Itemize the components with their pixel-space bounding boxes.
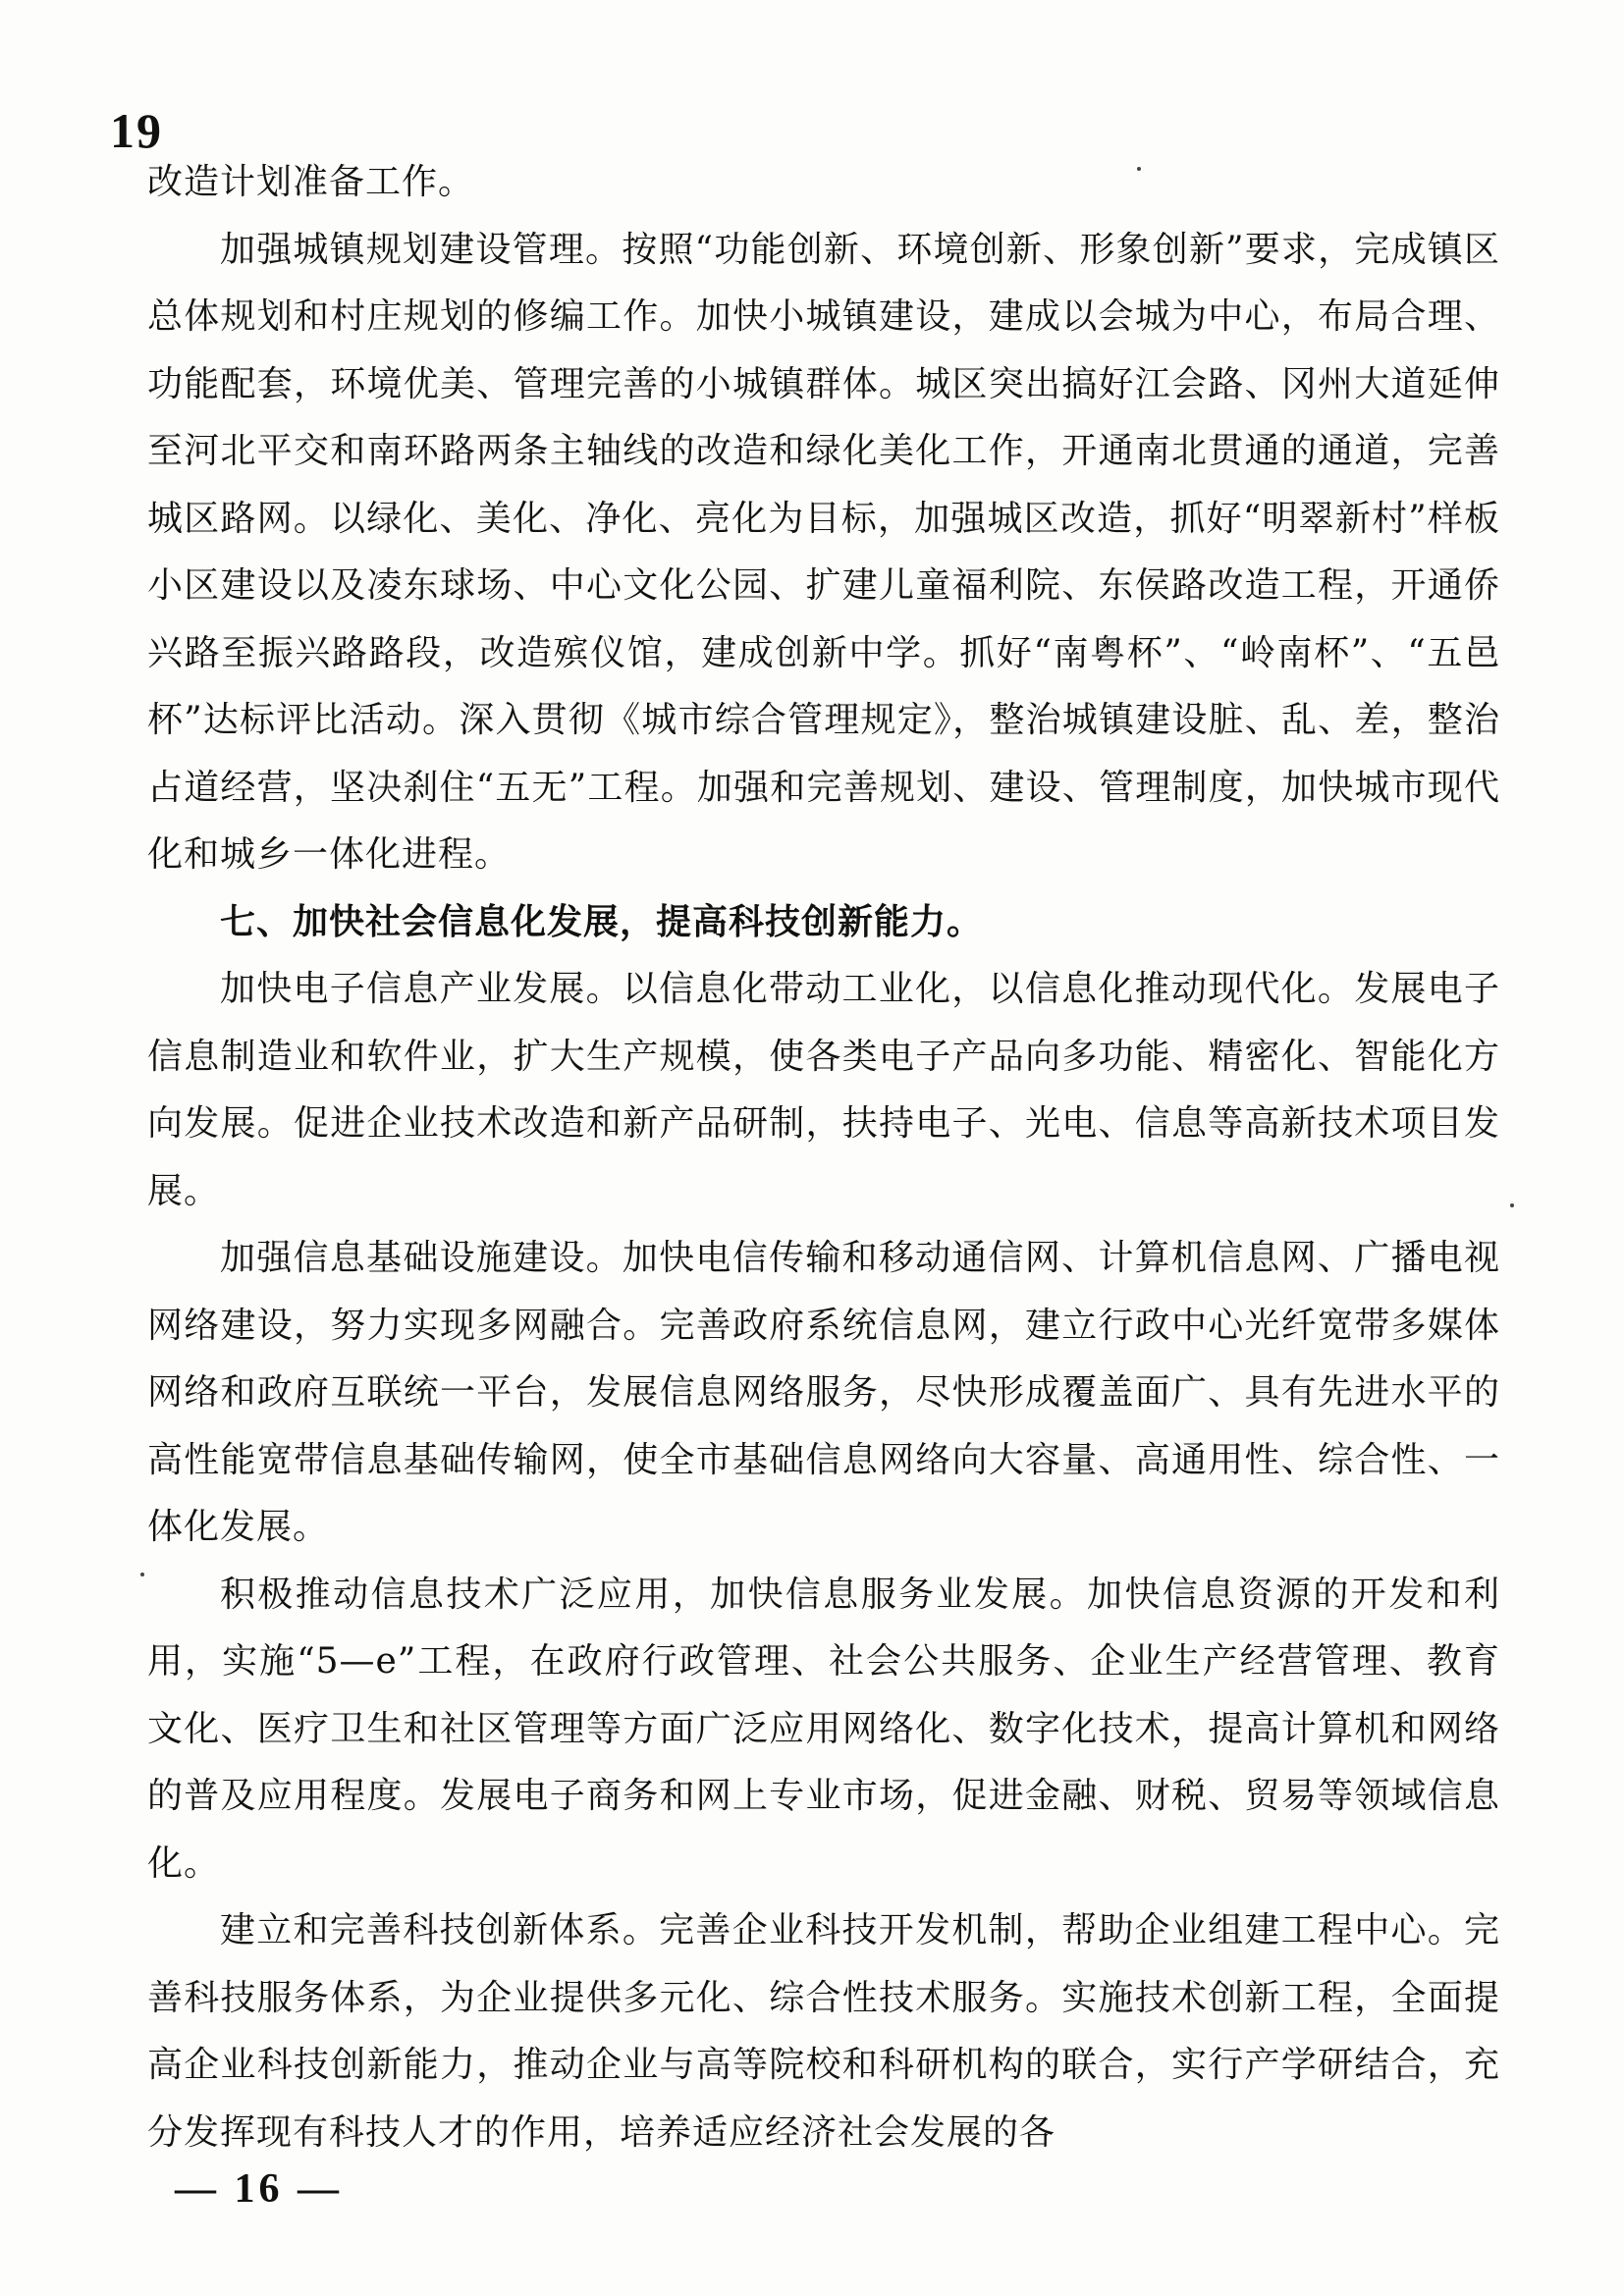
paragraph-info-technology: 积极推动信息技术广泛应用，加快信息服务业发展。加快信息资源的开发和利用，实施“5—e”工程，在政府行政管理、社会公共服务、企业生产经营管理、教育文化、医疗卫生和社区管理等方面广泛应用网络化、数字化技术，提高计算机和网络的普及应用程度。发展电子商务和网上专业市场，促进金融、财税、贸易等领域信息化。 [147,1574,1500,1884]
corner-page-mark: 19 [110,103,163,158]
scan-speck [140,1573,144,1576]
paragraph-electronics-industry: 加快电子信息产业发展。以信息化带动工业化，以信息化推动现代化。发展电子信息制造业和软件业，扩大生产规模，使各类电子产品向多功能、精密化、智能化方向发展。促进企业技术改造和新产品研制，扶持电子、光电、信息等高新技术项目发展。 [147,969,1500,1211]
document-body [147,149,1500,2166]
paragraph-urban-planning: 加强城镇规划建设管理。按照“功能创新、环境创新、形象创新”要求，完成镇区总体规划和村庄规划的修编工作。加快小城镇建设，建成以会城为中心，布局合理、功能配套，环境优美、管理完善的小城镇群体。城区突出搞好江会路、冈州大道延伸至河北平交和南环路两条主轴线的改造和绿化美化工作，开通南北贯通的通道，完善城区路网。以绿化、美化、净化、亮化为目标，加强城区改造，抓好“明翠新村”样板小区建设以及凌东球场、中心文化公园、扩建儿童福利院、东侯路改造工程，开通侨兴路至振兴路路段，改造殡仪馆，建成创新中学。抓好“南粤杯”、“岭南杯”、“五邑杯”达标评比活动。深入贯彻《城市综合管理规定》，整治城镇建设脏、乱、差，整治占道经营，坚决刹住“五无”工程。加强和完善规划、建设、管理制度，加快城市现代化和城乡一体化进程。 [147,229,1500,875]
scan-speck [1510,1203,1514,1207]
paragraph-info-infrastructure: 加强信息基础设施建设。加快电信传输和移动通信网、计算机信息网、广播电视网络建设，努力实现多网融合。完善政府系统信息网，建立行政中心光纤宽带多媒体网络和政府互联统一平台，发展信息网络服务，尽快形成覆盖面广、具有先进水平的高性能宽带信息基础传输网，使全市基础信息网络向大容量、高通用性、综合性、一体化发展。 [147,1238,1500,1547]
paragraph-continuation: 改造计划准备工作。 [147,162,475,202]
scan-speck [1137,167,1141,171]
section-heading-seven: 七、加快社会信息化发展，提高科技创新能力。 [220,901,984,942]
page-number: — 16 — [175,2166,343,2212]
paragraph-innovation-system: 建立和完善科技创新体系。完善企业科技开发机制，帮助企业组建工程中心。完善科技服务体系，为企业提供多元化、综合性技术服务。实施技术创新工程，全面提高企业科技创新能力，推动企业与高等院校和科研机构的联合，实行产学研结合，充分发挥现有科技人才的作用，培养适应经济社会发展的各 [147,1910,1500,2153]
